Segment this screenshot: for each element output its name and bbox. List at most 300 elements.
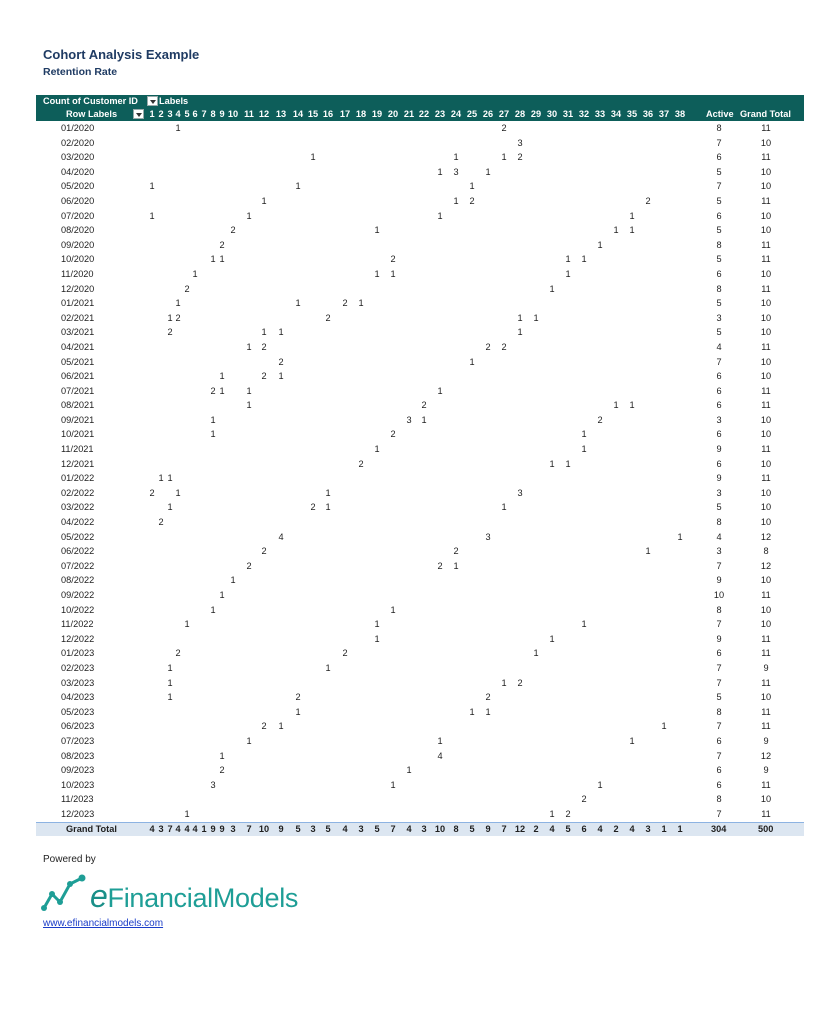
row-label: 09/2021 (61, 414, 95, 425)
active-cell: 7 (716, 619, 722, 630)
cell-col-3: 1 (167, 662, 173, 673)
table-row (36, 150, 804, 165)
active-cell: 7 (716, 137, 722, 148)
cell-col-23: 1 (437, 735, 443, 746)
column-header-35: 35 (626, 109, 638, 119)
grand-total-col-27: 7 (501, 823, 507, 834)
cell-col-31: 1 (565, 254, 571, 265)
cell-col-26: 1 (485, 706, 491, 717)
cell-col-9: 1 (219, 590, 225, 600)
table-row (36, 676, 804, 691)
row-labels-header: Row Labels (66, 109, 118, 119)
column-labels-header: Labels (159, 96, 189, 106)
cell-col-24: 3 (453, 166, 459, 177)
row-label: 08/2020 (61, 225, 95, 236)
cell-col-25: 1 (469, 181, 475, 192)
table-row (36, 500, 804, 515)
table-row (36, 238, 804, 253)
cell-col-11: 1 (246, 210, 252, 221)
cell-col-19: 1 (374, 633, 380, 644)
cell-col-20: 1 (390, 268, 396, 279)
row-label: 12/2022 (61, 633, 95, 644)
active-cell: 4 (716, 531, 722, 542)
cell-col-20: 2 (390, 254, 396, 265)
row-label: 03/2022 (61, 502, 95, 513)
cell-col-3: 1 (167, 692, 173, 703)
grand-total-cell: 10 (760, 166, 772, 177)
row-label: 01/2020 (61, 123, 95, 133)
cell-col-3: 1 (167, 677, 173, 688)
cell-col-27: 1 (501, 152, 507, 163)
grand-total-col-38: 1 (677, 823, 683, 834)
table-row (36, 661, 804, 676)
cell-col-16: 1 (325, 487, 331, 498)
grand-total-col-14: 5 (295, 823, 301, 834)
grand-total-cell: 11 (761, 341, 771, 352)
cell-col-30: 1 (549, 633, 555, 644)
grand-total-col-37: 1 (661, 823, 667, 834)
column-labels-filter-dropdown[interactable] (147, 96, 158, 106)
column-header-34: 34 (610, 109, 622, 119)
column-header-2: 2 (158, 109, 164, 119)
pivot-table (36, 95, 804, 836)
chart-line-icon (40, 872, 88, 914)
table-row (36, 398, 804, 413)
column-header-6: 6 (192, 109, 198, 119)
row-label: 05/2022 (61, 531, 95, 542)
cell-col-11: 1 (246, 735, 252, 746)
grand-total-col-36: 3 (645, 823, 651, 834)
efinancialmodels-logo[interactable] (40, 872, 299, 916)
active-cell: 6 (716, 735, 722, 746)
column-header-32: 32 (578, 109, 590, 119)
cell-col-23: 1 (437, 385, 443, 396)
grand-total-cell: 10 (760, 298, 772, 309)
cell-col-2: 2 (158, 517, 164, 528)
active-cell: 6 (716, 268, 722, 279)
row-label: 07/2022 (61, 560, 95, 571)
cell-col-36: 2 (645, 195, 651, 206)
grand-total-cell: 10 (760, 604, 772, 615)
column-header-20: 20 (387, 109, 399, 119)
grand-total-col-34: 2 (613, 823, 619, 834)
cell-col-30: 1 (549, 458, 555, 469)
grand-total-col-10: 3 (230, 823, 236, 834)
grand-total-cell: 11 (761, 239, 771, 250)
grand-total-col-1: 4 (149, 823, 155, 834)
cell-col-28: 3 (517, 137, 523, 148)
table-row (36, 457, 804, 472)
cell-col-13: 1 (278, 721, 284, 732)
active-cell: 3 (716, 487, 722, 498)
cell-col-22: 1 (421, 414, 427, 425)
cell-col-31: 2 (565, 808, 571, 819)
cell-col-14: 1 (295, 706, 301, 717)
grand-total-col-3: 7 (167, 823, 173, 834)
grand-total-cell: 11 (761, 444, 771, 455)
cell-col-25: 1 (469, 706, 475, 717)
cell-col-20: 1 (390, 779, 396, 790)
grand-total-cell: 10 (760, 210, 772, 221)
table-row (36, 369, 804, 384)
website-link[interactable]: www.efinancialmodels.com (43, 918, 164, 929)
grand-total-col-13: 9 (278, 823, 284, 834)
cell-col-17: 2 (342, 298, 348, 309)
active-cell: 6 (716, 400, 722, 411)
table-row (36, 749, 804, 764)
grand-total-cell: 11 (761, 123, 771, 133)
cell-col-9: 1 (219, 254, 225, 265)
active-cell: 4 (716, 341, 722, 352)
cell-col-22: 2 (421, 400, 427, 411)
grand-total-col-33: 4 (597, 823, 603, 834)
grand-total-col-17: 4 (342, 823, 348, 834)
active-cell: 8 (716, 239, 722, 250)
active-cell: 3 (716, 414, 722, 425)
column-header-14: 14 (292, 109, 304, 119)
grand-total-cell: 10 (760, 575, 772, 586)
grand-total-col-24: 8 (453, 823, 459, 834)
grand-total-col-2: 3 (158, 823, 164, 834)
cell-col-6: 1 (192, 268, 198, 279)
grand-total-col-7: 1 (201, 823, 207, 834)
table-row (36, 573, 804, 588)
grand-total-cell: 10 (760, 414, 772, 425)
active-cell: 3 (716, 312, 722, 323)
row-label: 03/2021 (61, 327, 95, 338)
cell-col-20: 2 (390, 429, 396, 440)
table-row (36, 588, 804, 603)
cell-col-33: 1 (597, 239, 603, 250)
grand-total-cell: 10 (760, 517, 772, 528)
cell-col-1: 2 (149, 487, 155, 498)
cell-col-15: 2 (310, 502, 316, 513)
table-row (36, 252, 804, 267)
cell-col-25: 2 (469, 195, 475, 206)
cell-col-11: 1 (246, 385, 252, 396)
grand-total-cell: 12 (760, 531, 772, 542)
row-label: 01/2022 (61, 473, 95, 484)
table-row (36, 515, 804, 530)
row-label: 08/2022 (61, 575, 95, 586)
cell-col-19: 1 (374, 444, 380, 455)
active-header: Active (706, 109, 734, 119)
grand-total-cell: 11 (761, 473, 771, 484)
row-label: 05/2020 (61, 181, 95, 192)
column-header-38: 38 (674, 109, 686, 119)
cell-col-32: 1 (581, 429, 587, 440)
column-header-4: 4 (175, 109, 181, 119)
cell-col-16: 1 (325, 662, 331, 673)
grand-total-col-35: 4 (629, 823, 635, 834)
grand-total-cell: 11 (761, 721, 771, 732)
table-row (36, 442, 804, 457)
cell-col-18: 1 (358, 298, 364, 309)
grand-total-col-9: 9 (219, 823, 225, 834)
cell-col-11: 2 (246, 560, 252, 571)
active-cell: 8 (716, 604, 722, 615)
table-row (36, 778, 804, 793)
table-row (36, 340, 804, 355)
column-header-37: 37 (658, 109, 670, 119)
grand-total-cell: 11 (761, 706, 771, 717)
grand-total-cell: 11 (761, 400, 771, 411)
grand-total-cell: 10 (760, 371, 772, 382)
active-cell: 5 (716, 254, 722, 265)
cell-col-30: 1 (549, 808, 555, 819)
grand-total-cell: 11 (761, 195, 771, 206)
cell-col-15: 1 (310, 152, 316, 163)
grand-total-cell: 11 (761, 779, 771, 790)
cell-col-26: 3 (485, 531, 491, 542)
active-cell: 5 (716, 195, 722, 206)
grand-total-row (36, 822, 804, 836)
active-cell: 7 (716, 677, 722, 688)
row-label: 03/2023 (61, 677, 95, 688)
cell-col-5: 2 (184, 283, 190, 294)
grand-total-cell: 10 (760, 225, 772, 236)
cell-col-27: 2 (501, 341, 507, 352)
cell-col-34: 1 (613, 225, 619, 236)
cell-col-21: 3 (406, 414, 412, 425)
table-row (36, 486, 804, 501)
grand-total-cell: 11 (761, 677, 771, 688)
active-cell: 5 (716, 225, 722, 236)
grand-total-cell: 9 (763, 735, 769, 746)
row-label: 09/2022 (61, 590, 95, 600)
table-row (36, 165, 804, 180)
cell-col-13: 4 (278, 531, 284, 542)
grand-total-col-23: 10 (434, 823, 446, 834)
row-label: 07/2023 (61, 735, 95, 746)
cell-col-32: 1 (581, 254, 587, 265)
row-label: 04/2020 (61, 166, 95, 177)
row-label: 03/2020 (61, 152, 95, 163)
cell-col-23: 1 (437, 166, 443, 177)
cell-col-9: 2 (219, 239, 225, 250)
row-label: 10/2022 (61, 604, 95, 615)
cell-col-31: 1 (565, 268, 571, 279)
row-label: 09/2020 (61, 239, 95, 250)
active-cell: 6 (716, 648, 722, 659)
grand-total-cell: 11 (761, 633, 771, 644)
column-header-31: 31 (562, 109, 574, 119)
grand-total-cell: 11 (761, 648, 771, 659)
table-row (36, 807, 804, 822)
table-row (36, 603, 804, 618)
cell-col-12: 2 (261, 341, 267, 352)
cell-col-4: 2 (175, 312, 181, 323)
grand-total-cell: 10 (760, 794, 772, 805)
cell-col-27: 1 (501, 677, 507, 688)
grand-total-active: 304 (711, 823, 727, 834)
grand-total-col-8: 9 (210, 823, 216, 834)
grand-total-cell: 9 (763, 662, 769, 673)
table-row (36, 544, 804, 559)
active-cell: 8 (716, 517, 722, 528)
cell-col-19: 1 (374, 619, 380, 630)
grand-total-cell: 11 (761, 808, 771, 819)
row-label: 12/2023 (61, 808, 95, 819)
grand-total-cell: 10 (760, 487, 772, 498)
table-row (36, 194, 804, 209)
cell-col-31: 1 (565, 458, 571, 469)
grand-total-cell: 11 (761, 283, 771, 294)
grand-total-col-25: 5 (469, 823, 475, 834)
cell-col-24: 1 (453, 152, 459, 163)
cell-col-33: 1 (597, 779, 603, 790)
row-label: 02/2022 (61, 487, 95, 498)
column-header-7: 7 (201, 109, 207, 119)
grand-total-col-21: 4 (406, 823, 412, 834)
column-header-24: 24 (450, 109, 462, 119)
table-row (36, 705, 804, 720)
cell-col-4: 1 (175, 123, 181, 133)
cell-col-32: 1 (581, 619, 587, 630)
active-cell: 9 (716, 444, 722, 455)
table-row (36, 792, 804, 807)
grand-total-cell: 10 (760, 502, 772, 513)
grand-total-col-19: 5 (374, 823, 380, 834)
table-row (36, 296, 804, 311)
row-label: 11/2022 (61, 619, 94, 630)
grand-total-col-31: 5 (565, 823, 571, 834)
row-label: 04/2022 (61, 517, 95, 528)
row-label: 10/2021 (61, 429, 95, 440)
column-header-3: 3 (167, 109, 173, 119)
cell-col-14: 2 (295, 692, 301, 703)
column-header-29: 29 (530, 109, 542, 119)
active-cell: 3 (716, 546, 722, 557)
column-header-21: 21 (403, 109, 415, 119)
active-cell: 7 (716, 721, 722, 732)
grand-total-col-29: 2 (533, 823, 539, 834)
cell-col-26: 2 (485, 692, 491, 703)
cell-col-24: 2 (453, 546, 459, 557)
cell-col-13: 2 (278, 356, 284, 367)
cell-col-35: 1 (629, 225, 635, 236)
column-header-12: 12 (258, 109, 270, 119)
row-label: 10/2023 (61, 779, 95, 790)
grand-total-col-15: 3 (310, 823, 316, 834)
grand-total-label: Grand Total (66, 823, 117, 834)
cell-col-9: 2 (219, 765, 225, 776)
column-header-30: 30 (546, 109, 558, 119)
cell-col-28: 3 (517, 487, 523, 498)
cell-col-19: 1 (374, 225, 380, 236)
row-label: 05/2021 (61, 356, 95, 367)
cell-col-27: 2 (501, 123, 507, 133)
cell-col-17: 2 (342, 648, 348, 659)
row-label: 06/2021 (61, 371, 95, 382)
table-row (36, 719, 804, 734)
grand-total-cell: 11 (761, 152, 771, 163)
active-cell: 10 (713, 590, 725, 600)
column-header-22: 22 (418, 109, 430, 119)
cell-col-35: 1 (629, 210, 635, 221)
table-row (36, 617, 804, 632)
cell-col-12: 2 (261, 371, 267, 382)
cell-col-14: 1 (295, 181, 301, 192)
table-row (36, 209, 804, 224)
column-header-8: 8 (210, 109, 216, 119)
active-cell: 5 (716, 166, 722, 177)
column-header-1: 1 (149, 109, 155, 119)
cell-col-1: 1 (149, 181, 155, 192)
column-header-33: 33 (594, 109, 606, 119)
cell-col-18: 2 (358, 458, 364, 469)
table-row (36, 632, 804, 647)
active-cell: 5 (716, 692, 722, 703)
row-label: 07/2021 (61, 385, 95, 396)
active-cell: 6 (716, 779, 722, 790)
cell-col-25: 1 (469, 356, 475, 367)
cell-col-38: 1 (677, 531, 683, 542)
cell-col-12: 2 (261, 546, 267, 557)
grand-total-col-16: 5 (325, 823, 331, 834)
cell-col-8: 3 (210, 779, 216, 790)
column-header-25: 25 (466, 109, 478, 119)
grand-total-cell: 8 (763, 546, 769, 557)
row-label: 06/2020 (61, 195, 95, 206)
table-row (36, 690, 804, 705)
grand-total-col-30: 4 (549, 823, 555, 834)
grand-total-col-32: 6 (581, 823, 587, 834)
active-cell: 6 (716, 458, 722, 469)
cell-col-16: 1 (325, 502, 331, 513)
pivot-body (36, 121, 804, 822)
cell-col-4: 1 (175, 487, 181, 498)
cell-col-3: 1 (167, 473, 173, 484)
grand-total-col-12: 10 (258, 823, 270, 834)
cell-col-23: 1 (437, 210, 443, 221)
grand-total-cell: 10 (760, 692, 772, 703)
column-header-16: 16 (322, 109, 334, 119)
row-labels-filter-dropdown[interactable] (133, 109, 144, 119)
table-row (36, 136, 804, 151)
grand-total-cell: 10 (760, 312, 772, 323)
column-header-19: 19 (371, 109, 383, 119)
cell-col-5: 1 (184, 808, 190, 819)
row-label: 12/2020 (61, 283, 95, 294)
column-header-27: 27 (498, 109, 510, 119)
grand-total-cell: 9 (763, 765, 769, 776)
table-row (36, 471, 804, 486)
cell-col-14: 1 (295, 298, 301, 309)
grand-total-col-20: 7 (390, 823, 396, 834)
cell-col-29: 1 (533, 312, 539, 323)
grand-total-col-5: 4 (184, 823, 190, 834)
active-cell: 6 (716, 429, 722, 440)
cell-col-24: 1 (453, 560, 459, 571)
cell-col-19: 1 (374, 268, 380, 279)
cell-col-26: 1 (485, 166, 491, 177)
cell-col-12: 1 (261, 327, 267, 338)
cell-col-20: 1 (390, 604, 396, 615)
table-row (36, 427, 804, 442)
column-header-26: 26 (482, 109, 494, 119)
grand-total-overall: 500 (758, 823, 774, 834)
column-header-11: 11 (244, 109, 254, 119)
grand-total-cell: 11 (761, 385, 771, 396)
cell-col-10: 2 (230, 225, 236, 236)
table-row (36, 646, 804, 661)
table-row (36, 763, 804, 778)
grand-total-cell: 10 (760, 619, 772, 630)
column-header-17: 17 (339, 109, 351, 119)
grand-total-cell: 10 (760, 137, 772, 148)
cell-col-35: 1 (629, 735, 635, 746)
